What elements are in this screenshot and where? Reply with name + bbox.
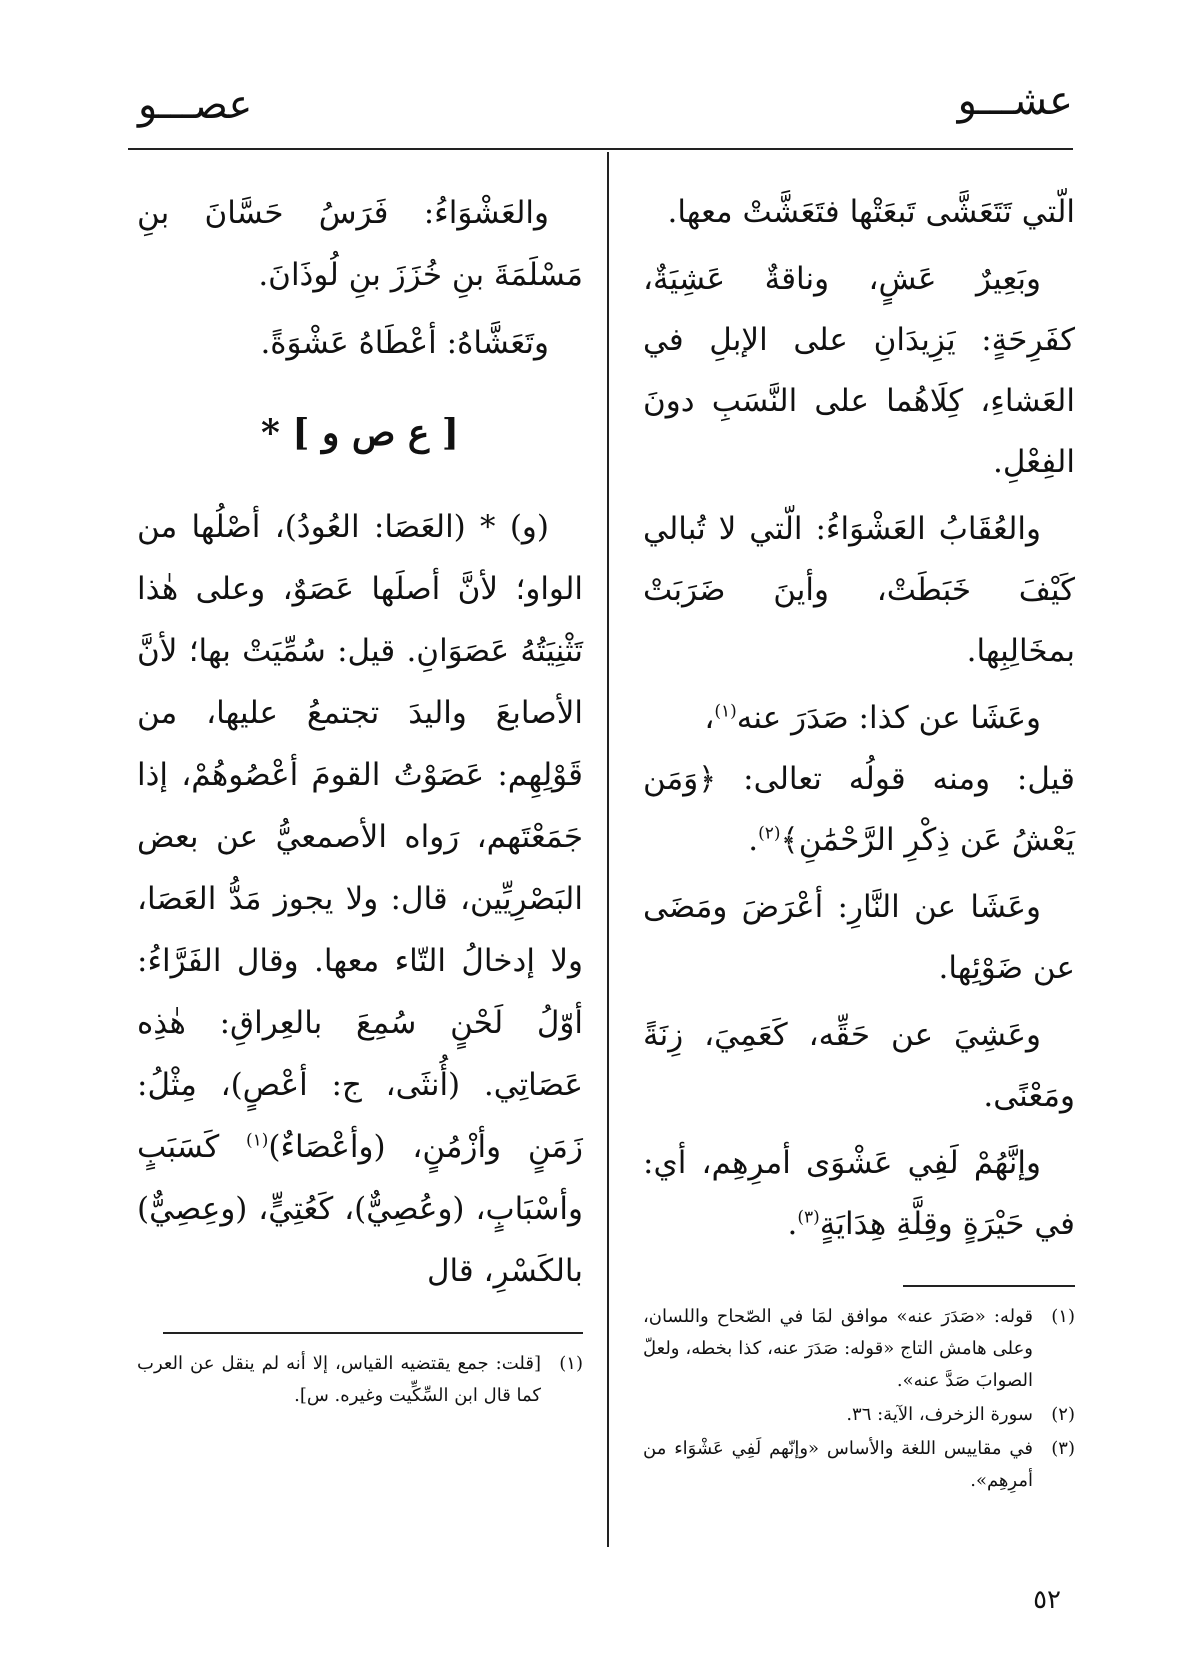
paragraph-text: وتَعَشَّاهُ: أعْطَاهُ عَشْوَةً. — [260, 325, 549, 361]
footnote-text: [قلت: جمع يقتضيه القياس، إلا أنه لم ينقل عن العرب كما قال ابن السِّكِّيت وغيره. س]. — [137, 1353, 541, 1406]
page-number: ٥٢ — [1033, 1585, 1061, 1615]
running-header-left: عصـــو — [138, 82, 253, 128]
paragraph-text: وعَشَا عن النَّارِ: أعْرَضَ ومَضَى عن ضَوْئِها. — [643, 889, 1075, 986]
footnote-marker: (١) — [714, 701, 737, 722]
paragraph — [643, 499, 1075, 682]
paragraph-text: وعَشَا عن كذا: صَدَرَ عنه — [736, 700, 1041, 736]
footnote-number: (١) — [1051, 1306, 1075, 1327]
header-rule — [128, 148, 1073, 150]
footnote-marker: (٣) — [797, 1207, 820, 1228]
paragraph — [643, 182, 1075, 243]
footnote — [643, 1301, 1075, 1397]
footnote-text: قوله: «صَدَرَ عنه» موافق لمَا في الصّحاح واللسان، وعلى هامش التاج «قوله: صَدَرَ عنه، كذا بخطه، ولعلّ الصوابَ صَدَّ عنه». — [643, 1306, 1033, 1391]
footnote-marker: (٢) — [758, 823, 781, 844]
paragraph — [643, 749, 1075, 871]
footnote-rule — [163, 1332, 583, 1334]
paragraph-text: والعَشْوَاءُ: فَرَسُ حَسَّانَ بنِ مَسْلَمَةَ بنِ خُزَزَ بنِ لُوذَانَ. — [137, 195, 583, 293]
column-divider — [607, 152, 609, 1547]
paragraph-tail: . — [787, 1206, 798, 1242]
footnote-text: في مقاييس اللغة والأساس «وإنّهم لَفِي عَشْوَاء من أمرِهِم». — [643, 1438, 1034, 1491]
paragraph-text: وبَعِيرٌ عَشٍ، وناقةٌ عَشِيَةٌ، كفَرِحَةٍ: يَزِيدَانِ على الإبلِ في العَشاءِ، كِلَاهُما على النَّسَبِ دونَ الفِعْلِ. — [643, 261, 1075, 480]
running-header-right: عشـــو — [957, 78, 1073, 124]
paragraph-text: وعَشِيَ عن حَقِّه، كَعَمِيَ، زِنَةً ومَعْنًى. — [643, 1017, 1075, 1114]
right-column — [643, 182, 1075, 1499]
paragraph-tail: كَسَبَبٍ وأسْبَابٍ، (وعُصِيٌّ)، كَعُتِيٍّ، (وعِصِيٌّ) بالكَسْرِ، قال — [137, 1129, 583, 1289]
paragraph — [137, 312, 583, 374]
left-column — [137, 182, 583, 1414]
paragraph-text: والعُقَابُ العَشْوَاءُ: الّتي لا تُبالي كَيْفَ خَبَطَتْ، وأينَ ضَرَبَتْ بمخَالِبِها. — [643, 511, 1075, 669]
paragraph — [643, 249, 1075, 493]
paragraph-tail: . — [748, 822, 759, 858]
paragraph-text: (و) * (العَصَا: العُودُ)، أصْلُها من الواو؛ لأنَّ أصلَها عَصَوٌ، وعلى هٰذا تَثْنِيَتُهُ عَصَوَانِ. قيل: سُمِّيَتْ بها؛ لأنَّ الأصابعَ واليدَ تجتمعُ عليها، من قَوْلِهِم: عَصَوْتُ القومَ أعْصُوهُمْ، إذا جَمَعْتَهم، رَواه الأصمعيُّ عن بعض البَصْرِيِّين، قال: ولا يجوز مَدُّ العَصَا، ولا إدخالُ التّاء معها. وقال الفَرَّاءُ: أوّلُ لَحْنٍ سُمِعَ بالعِراقِ: هٰذِه عَصَاتِي. (أُنثَى، ج: أعْصٍ)، مِثْلُ: زَمَنٍ وأزْمُنٍ، (وأعْصَاءٌ) — [137, 509, 583, 1165]
footnote — [137, 1348, 583, 1412]
footnote-text: سورة الزخرف، الآية: ٣٦. — [846, 1404, 1033, 1425]
footnote-number: (٢) — [1051, 1404, 1075, 1425]
paragraph-tail: ، — [704, 700, 715, 736]
paragraph — [643, 688, 1075, 749]
footnote-rule — [903, 1285, 1075, 1287]
footnote-number: (١) — [559, 1353, 583, 1374]
paragraph — [643, 1005, 1075, 1127]
paragraph — [137, 182, 583, 306]
paragraph — [137, 496, 583, 1302]
paragraph-text: قيل: ومنه قولُه تعالى: ﴿وَمَن يَعْشُ عَن ذِكْرِ الرَّحْمَٰنِ﴾ — [643, 761, 1075, 858]
footnote-number: (٣) — [1051, 1438, 1075, 1459]
footnote-marker: (١) — [245, 1130, 269, 1151]
paragraph — [643, 1133, 1075, 1255]
paragraph-text: الّتي تَتَعَشَّى تَبعَتْها فتَعَشَّتْ معها. — [667, 194, 1075, 230]
paragraph — [643, 877, 1075, 999]
footnote — [643, 1433, 1075, 1497]
entry-heading: [ ع ص و ] * — [261, 412, 459, 454]
footnote — [643, 1399, 1075, 1431]
paragraph-text: وإنَّهُمْ لَفِي عَشْوَى أمرِهِم، أي: في حَيْرَةٍ وقِلَّةِ هِدَايَةٍ — [643, 1145, 1075, 1242]
